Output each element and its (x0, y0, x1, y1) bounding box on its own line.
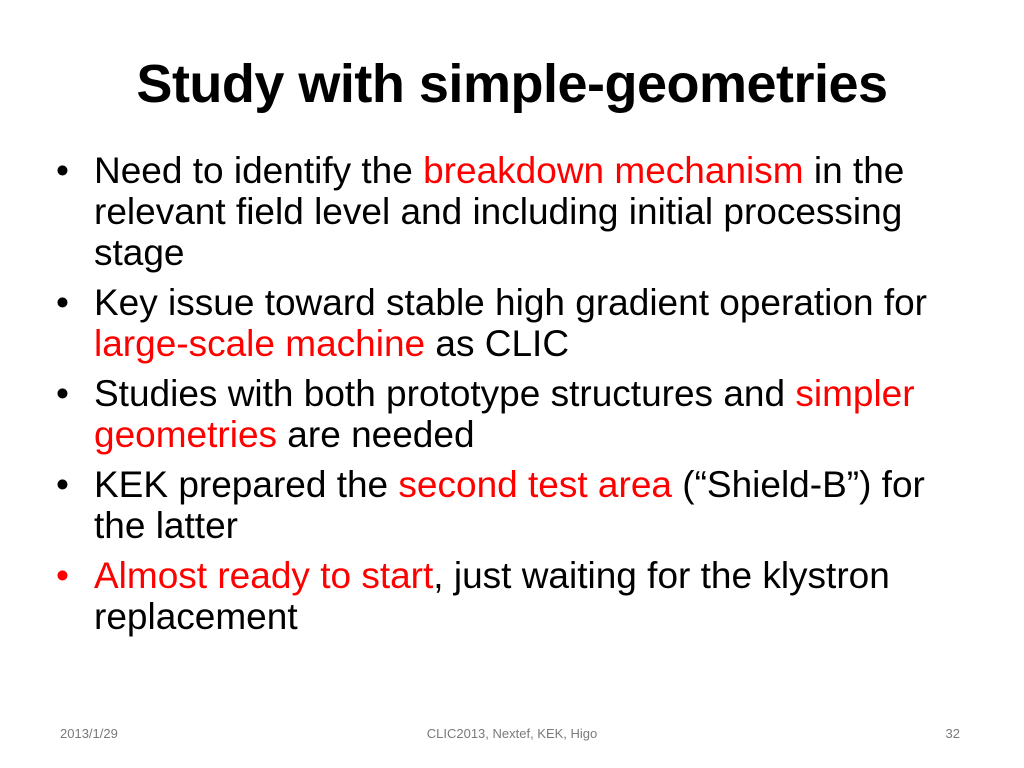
highlighted-phrase: breakdown mechanism (423, 150, 804, 191)
bullet-text-part: , just waiting for the klystron replacement (94, 555, 890, 637)
bullet-text (94, 373, 915, 455)
bullet-dot-icon: • (56, 555, 69, 596)
bullet-dot-icon: • (56, 373, 69, 414)
bullet-item (56, 555, 976, 637)
highlighted-phrase: simpler geometries (94, 373, 915, 455)
bullet-dot-icon: • (56, 150, 69, 191)
bullet-text-part: as CLIC (425, 323, 570, 364)
bullet-text-part: Key issue toward stable high gradient operation for (94, 282, 928, 323)
bullet-dot-icon: • (56, 464, 69, 505)
slide-title: Study with simple-geometries (136, 54, 888, 114)
bullet-text (94, 464, 925, 546)
bullet-item (56, 282, 976, 364)
bullet-text (94, 150, 904, 273)
bullet-text (94, 555, 890, 637)
bullet-dot-icon: • (56, 282, 69, 323)
highlighted-phrase: second test area (398, 464, 672, 505)
bullet-text-part: KEK prepared the (94, 464, 399, 505)
highlighted-phrase: large-scale machine (94, 323, 426, 364)
bullet-item (56, 464, 976, 546)
bullet-text-part: are needed (277, 414, 475, 455)
footer-date: 2013/1/29 (60, 726, 118, 741)
bullet-text-part: Need to identify the (94, 150, 424, 191)
bullet-item (56, 373, 976, 455)
bullet-list (56, 150, 976, 646)
bullet-text-part: in the relevant field level and including initial processing stage (94, 150, 905, 273)
highlighted-phrase: Almost ready to start (94, 555, 434, 596)
page-number: 32 (945, 726, 960, 741)
bullet-item (56, 150, 976, 273)
bullet-text-part: Studies with both prototype structures and (94, 373, 796, 414)
bullet-text (94, 282, 927, 364)
footer-center-text: CLIC2013, Nextef, KEK, Higo (426, 726, 598, 741)
bullet-text-part: (“Shield-B”) for the latter (94, 464, 925, 546)
